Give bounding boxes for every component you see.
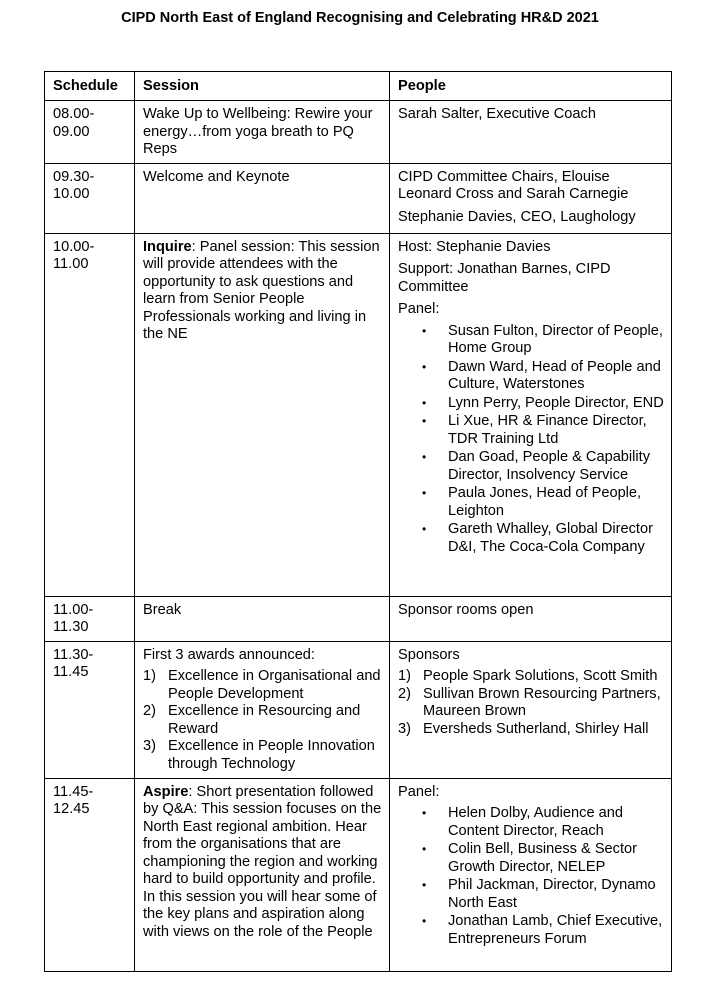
time-cell (45, 641, 135, 778)
time-cell (45, 233, 135, 596)
bullet-icon: • (422, 359, 427, 374)
people-cell (390, 778, 672, 971)
list-item: 1) People Spark Solutions, Scott Smith (398, 668, 658, 684)
sponsors-label: Sponsors (398, 646, 460, 663)
people-cell (390, 596, 672, 641)
session-cell (135, 101, 390, 164)
time-text: 11.30- 11.45 (53, 646, 94, 680)
list-item: • Dawn Ward, Head of People and Culture, Waterstones (422, 358, 661, 392)
people-text: CIPD Committee Chairs, Elouise Leonard Cross and Sarah Carnegie (398, 168, 629, 202)
list-item: • Lynn Perry, People Director, END (422, 394, 664, 411)
people-text: Sarah Salter, Executive Coach (398, 106, 596, 122)
panel-label: Panel: (398, 783, 440, 800)
time-cell (45, 778, 135, 971)
time-cell (45, 101, 135, 164)
header-session: Session (135, 72, 390, 101)
host-text: Host: Stephanie Davies (398, 238, 551, 255)
time-text: 08.00- 09.00 (53, 106, 95, 140)
time-cell (45, 163, 135, 233)
session-text: Welcome and Keynote (143, 168, 290, 185)
time-text: 11.45- 12.45 (53, 783, 94, 817)
session-cell (135, 233, 390, 596)
panel-label: Panel: (398, 301, 440, 317)
list-item: 2) Sullivan Brown Resourcing Partners, Maureen Brown (398, 685, 661, 719)
bullet-icon: • (422, 450, 427, 464)
people-cell (390, 163, 672, 233)
time-text: 09.30- 10.00 (53, 168, 95, 202)
table-row (45, 641, 672, 778)
list-item: • Gareth Whalley, Global Director D&I, The Coca-Cola Company (422, 521, 653, 555)
session-text: First 3 awards announced: (143, 646, 315, 663)
support-text: Support: Jonathan Barnes, CIPD Committee (398, 261, 611, 295)
list-item: • Jonathan Lamb, Chief Executive, Entrepreneurs Forum (422, 913, 663, 947)
bullet-icon: • (422, 842, 427, 856)
people-text: Sponsor rooms open (398, 601, 534, 618)
sponsors-list (398, 668, 666, 738)
table-row (45, 101, 672, 164)
session-text: : Short presentation followed by Q&A: This session focuses on the North East regional ambition. Hear from the organisations that are championing the region and working hard to build opportunity and profile. In this session you will hear some of the key plans and aspiration along with views on the role of the People (143, 783, 382, 940)
table-row (45, 233, 672, 596)
bullet-icon: • (422, 522, 427, 536)
session-cell (135, 641, 390, 778)
time-text: 11.00- 11.30 (53, 601, 94, 635)
header-people: People (390, 72, 672, 101)
bullet-icon: • (422, 414, 427, 428)
list-item: • Dan Goad, People & Capability Director, Insolvency Service (422, 449, 651, 483)
header-schedule: Schedule (45, 72, 135, 101)
list-item: • Phil Jackman, Director, Dynamo North East (422, 877, 656, 911)
list-item: • Li Xue, HR & Finance Director, TDR Training Ltd (422, 413, 647, 447)
session-text: Wake Up to Wellbeing: Rewire your energy…from yoga breath to PQ Reps (143, 106, 373, 157)
bullet-icon: • (422, 395, 427, 410)
table-row (45, 778, 672, 971)
time-cell (45, 596, 135, 641)
list-item: • Susan Fulton, Director of People, Home Group (422, 322, 663, 356)
session-name: Inquire (143, 238, 192, 255)
list-item: • Colin Bell, Business & Sector Growth Director, NELEP (422, 841, 637, 875)
panel-list (398, 323, 666, 557)
people-cell (390, 641, 672, 778)
session-cell (135, 596, 390, 641)
panel-list (398, 805, 666, 948)
table-row (45, 596, 672, 641)
people-text: Stephanie Davies, CEO, Laughology (398, 208, 636, 225)
bullet-icon: • (422, 914, 427, 928)
people-cell (390, 101, 672, 164)
list-item: • Helen Dolby, Audience and Content Director, Reach (422, 805, 623, 839)
bullet-icon: • (422, 878, 427, 892)
bullet-icon: • (422, 323, 427, 338)
time-text: 10.00- 11.00 (53, 238, 95, 272)
schedule-table (44, 71, 672, 972)
list-item: 1) Excellence in Organisational and People Development (143, 668, 381, 702)
bullet-icon: • (422, 486, 427, 500)
table-row (45, 163, 672, 233)
document-title: CIPD North East of England Recognising and Celebrating HR&D 2021 (121, 10, 599, 26)
people-cell (390, 233, 672, 596)
session-text: : Panel session: This session will provide attendees with the opportunity to ask questions and learn from Senior People Professionals working and living in the NE (143, 238, 380, 342)
session-cell (135, 163, 390, 233)
list-item: 3) Eversheds Sutherland, Shirley Hall (398, 720, 649, 737)
table-header-row (45, 72, 672, 101)
list-item: 2) Excellence in Resourcing and Reward (143, 703, 361, 737)
list-item: 3) Excellence in People Innovation through Technology (143, 738, 375, 772)
session-cell (135, 778, 390, 971)
awards-list (143, 668, 384, 773)
session-name: Aspire (143, 783, 189, 800)
list-item: • Paula Jones, Head of People, Leighton (422, 485, 642, 519)
session-text: Break (143, 601, 182, 618)
bullet-icon: • (422, 806, 427, 820)
